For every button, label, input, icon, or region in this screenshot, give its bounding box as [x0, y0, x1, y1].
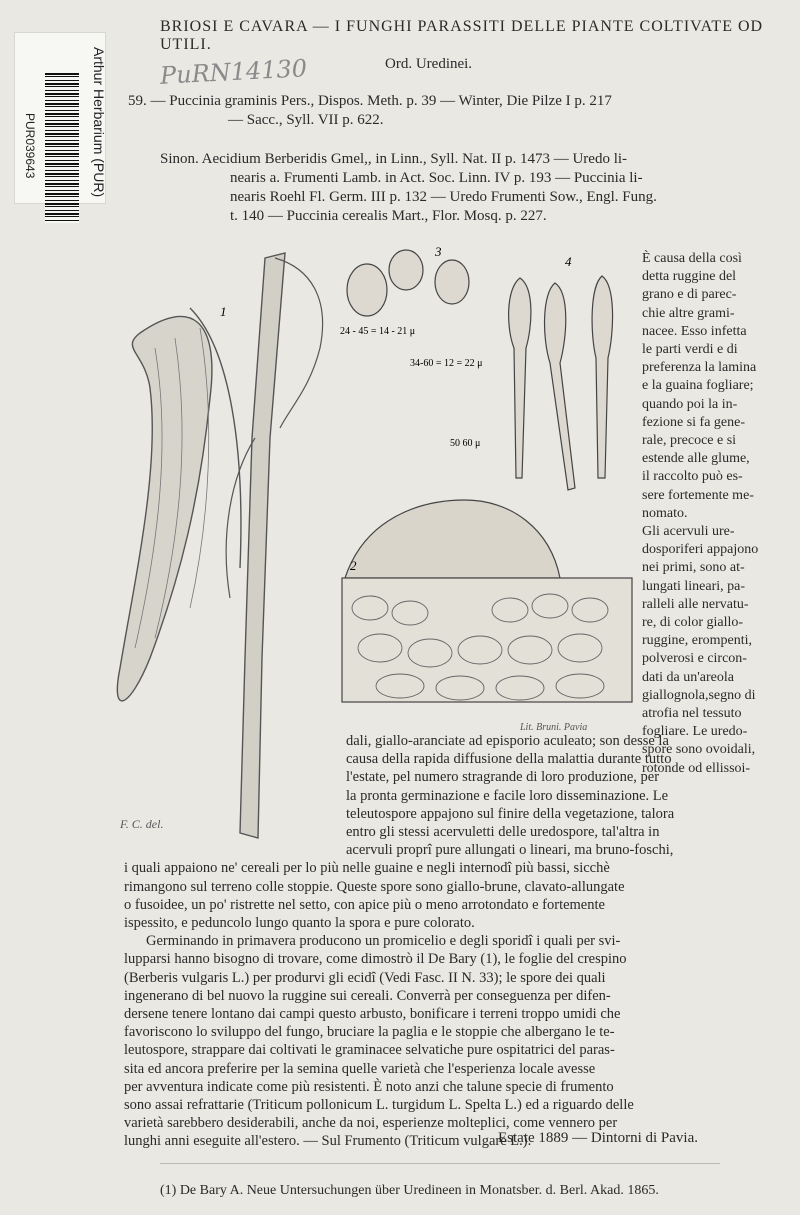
side-line: le parti verdi e di: [642, 342, 738, 358]
handwritten-number: PuRN14130: [159, 54, 308, 90]
herbarium-label: [14, 32, 106, 204]
side-line: estende alle glume,: [642, 451, 750, 467]
herbarium-name: Arthur Herbarium (PUR): [91, 47, 107, 198]
body-line: acervuli proprî pure allungati o lineari, ma bruno-foschi,: [346, 842, 674, 859]
order-heading: Ord. Uredinei.: [385, 56, 473, 72]
side-line: lungati lineari, pa-: [642, 578, 746, 594]
side-line: preferenza la lamina: [642, 360, 757, 376]
body-line: la pronta germinazione e facile loro disseminazione. Le: [346, 787, 669, 804]
body-line: i quali appaiono ne' cereali per lo più nelle guaine e negli internodî più bassi, sicchè: [124, 860, 610, 877]
side-line: nei primi, sono at-: [642, 560, 745, 576]
side-line: È causa della così: [642, 251, 742, 266]
body-line: o fusoidee, un po' ristrette nel setto, con apice più o meno arrotondato e fortemente: [124, 896, 605, 913]
sorus-cross-section: [345, 500, 560, 578]
side-line: chie altre grami-: [642, 305, 735, 321]
body-line: varietà sarebbero desiderabili, anche da noi, esperienze molteplici, come vennero per: [124, 1115, 618, 1132]
side-line: atrofia nel tessuto: [642, 706, 742, 722]
catalog-number: PUR039643: [23, 113, 37, 179]
side-line: Gli acervuli ure-: [642, 524, 735, 540]
body-line: (Berberis vulgaris L.) per produrvi gli ecidî (Vedi Fasc. II N. 33); le spore dei quali: [124, 969, 606, 986]
entry-number: 59.: [128, 93, 147, 109]
body-line: ingenerano di bel nuovo la ruggine sui cereali. Converrà per conseguenza per difen-: [124, 987, 611, 1004]
fig2-label: 2: [350, 558, 357, 573]
side-line: rale, precoce e si: [642, 433, 737, 449]
body-line: dersene tenere lontano dai campi questo arbusto, bonificare i terreni troppo umidi che: [124, 1006, 621, 1023]
synonym-line: nearis a. Frumenti Lamb. in Act. Soc. Linn. IV p. 193 — Puccinia li-: [230, 170, 643, 186]
grass-leaf: [117, 316, 212, 700]
footnote: (1) De Bary A. Neue Untersuchungen über Uredineen in Monatsber. d. Berl. Akad. 1865.: [160, 1183, 659, 1198]
fig3-label: 3: [435, 244, 442, 259]
date-place: Estate 1889 — Dintorni di Pavia.: [498, 1130, 698, 1146]
body-line: per avventura indicate come più resistenti. È noto anzi che talune specie di frumento: [124, 1078, 614, 1095]
side-line: dati da un'areola: [642, 669, 734, 685]
side-line: nacee. Esso infetta: [642, 323, 747, 339]
artist-credit: F. C. del.: [120, 817, 164, 831]
lithographer-credit: Lit. Bruni. Pavia: [520, 722, 588, 733]
fig4-dimension-a: 34-60 = 12 = 22 μ: [410, 358, 483, 369]
side-line: fogliare. Le uredo-: [642, 724, 748, 740]
side-line: polverosi e circon-: [642, 651, 747, 667]
body-line: causa della rapida diffusione della malattia durante tutto: [346, 751, 672, 768]
body-line: favoriscono lo sviluppo del fungo, bruciare la paglia e le stoppie che albergano le te-: [124, 1024, 615, 1041]
main-body-text: [124, 732, 794, 1151]
fig4-label: 4: [565, 254, 572, 269]
side-line: quando poi la in-: [642, 396, 738, 412]
side-line: detta ruggine del: [642, 269, 737, 285]
synonyms: [160, 150, 770, 226]
synonym-line: Sinon. Aecidium Berberidis Gmel,, in Linn., Syll. Nat. II p. 1473 — Uredo li-: [160, 151, 628, 167]
synonym-line: t. 140 — Puccinia cerealis Mart., Flor. Mosq. p. 227.: [230, 208, 547, 224]
entry-line1: — Puccinia graminis Pers., Dispos. Meth. p. 39 — Winter, Die Pilze I p. 217: [150, 93, 612, 109]
body-line: teleutospore appajono sul finire della vegetazione, talora: [346, 805, 675, 822]
side-line: sere fortemente me-: [642, 487, 754, 503]
side-line: nomato.: [642, 505, 688, 521]
side-line: e la guaina fogliare;: [642, 378, 754, 394]
side-line: ralleli alle nervatu-: [642, 596, 749, 612]
fig3-dimension: 24 - 45 = 14 - 21 μ: [340, 326, 416, 337]
footnote-divider: [160, 1163, 720, 1164]
synonym-line: nearis Roehl Fl. Germ. III p. 132 — Uredo Frumenti Sow., Engl. Fung.: [230, 189, 657, 205]
body-line: ispessito, e peduncolo lungo quanto la spora e pure colorato.: [124, 915, 475, 932]
barcode: [45, 73, 79, 223]
body-line: lupparsi hanno bisogno di trovare, come dimostrò il De Bary (1), le foglie del crespino: [124, 951, 627, 968]
page-header: BRIOSI E CAVARA — I FUNGHI PARASSITI DELLE PIANTE COLTIVATE OD UTILI.: [160, 18, 764, 53]
side-column-text: [642, 250, 790, 778]
side-line: spore sono ovoidali,: [642, 742, 756, 758]
side-line: ruggine, erompenti,: [642, 633, 753, 649]
body-line: l'estate, pel numero stragrande di loro produzione, per: [346, 769, 660, 786]
side-line: rotonde od ellissoi-: [642, 760, 751, 776]
side-line: re, di color giallo-: [642, 615, 744, 631]
side-line: grano e di parec-: [642, 287, 737, 303]
side-line: dosporiferi appajono: [642, 542, 759, 558]
side-line: giallognola,segno di: [642, 687, 756, 703]
body-line: lunghi anni eseguite all'estero. — Sul Frumento (Triticum vulgare L.).: [124, 1133, 532, 1150]
body-line: dali, giallo-aranciate ad episporio aculeato; son desse la: [346, 733, 669, 749]
entry-line2: — Sacc., Syll. VII p. 622.: [228, 112, 384, 128]
species-entry: [128, 92, 768, 130]
body-line: sono assai refrattarie (Triticum pollonicum L. turgidum L. Spelta L.) ed a riguardo delle: [124, 1097, 634, 1114]
side-line: fezione si fa gene-: [642, 414, 745, 430]
body-line: leutospore, strappare dai coltivati le graminacee selvatiche pure ospitatrici del paras-: [124, 1042, 615, 1059]
side-line: il raccolto può es-: [642, 469, 743, 485]
body-line: entro gli stessi acervuletti delle uredospore, tal'altra in: [346, 824, 660, 841]
body-line: Germinando in primavera producono un promicelio e degli sporidî i quali per svi-: [146, 933, 621, 950]
fig1-label: 1: [220, 304, 227, 319]
body-line: rimangono sul terreno colle stoppie. Queste spore sono giallo-brune, clavato-allungate: [124, 878, 625, 895]
body-line: sita ed ancora preferire per la semina quelle varietà che l'esperienza locale avesse: [124, 1060, 596, 1077]
fig4-dimension-b: 50 60 μ: [450, 438, 481, 449]
